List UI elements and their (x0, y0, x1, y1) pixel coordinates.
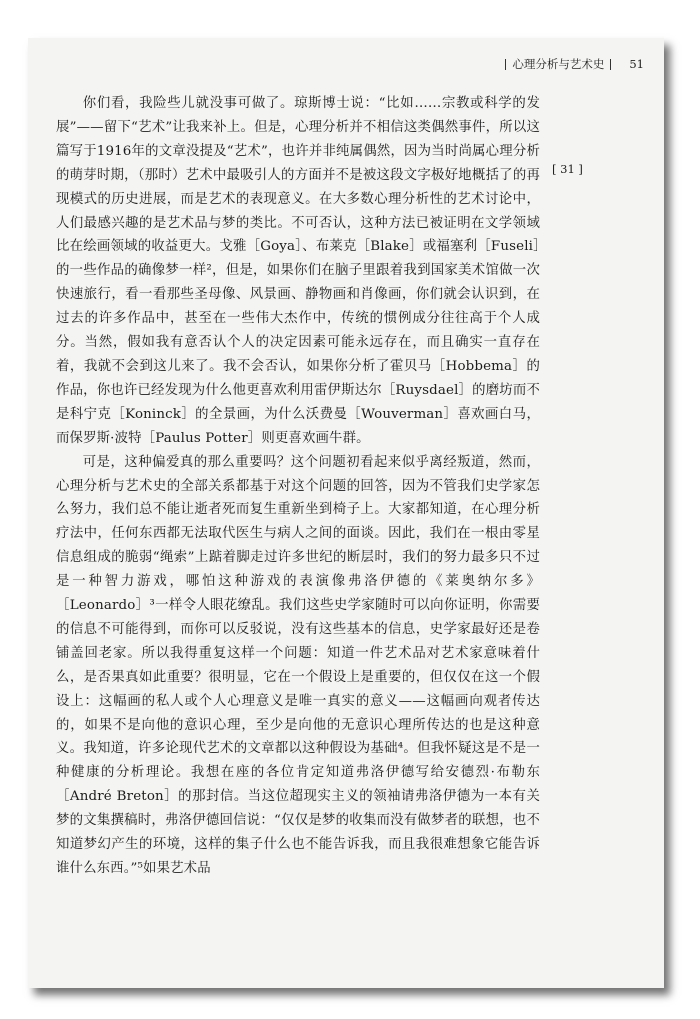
header-divider (505, 59, 506, 70)
paragraph: 可是，这种偏爱真的那么重要吗？这个问题初看起来似乎离经叛道，然而，心理分析与艺术史的全部关系都基于对这个问题的回答，因为不管我们史学家怎么努力，我们总不能让逝者死而复生重新坐到椅子上。大家都知道，在心理分析疗法中，任何东西都无法取代医生与病人之间的面谈。因此，我们在一根由零星信息组成的脆弱“绳索”上踮着脚走过许多世纪的断层时，我们的努力最多只不过是一种智力游戏，哪怕这种游戏的表演像弗洛伊德的《莱奥纳尔多》［Leonardo］³一样令人眼花缭乱。我们这些史学家随时可以向你证明，你需要的信息不可能得到，而你可以反驳说，没有这些基本的信息，史学家最好还是卷铺盖回老家。所以我得重复这样一个问题：知道一件艺术品对艺术家意味着什么，是否果真如此重要？很明显，它在一个假设上是重要的，但仅仅在这一个假设上：这幅画的私人或个人心理意义是唯一真实的意义——这幅画向观者传达的，如果不是向他的意识心理，至少是向他的无意识心理所传达的也是这种意义。我知道，许多论现代艺术的文章都以这种假设为基础⁴。但我怀疑这是不是一种健康的分析理论。我想在座的各位肯定知道弗洛伊德写给安德烈·布勒东［André Breton］的那封信。当这位超现实主义的领袖请弗洛伊德为一本有关梦的文集撰稿时，弗洛伊德回信说：“仅仅是梦的收集而没有做梦者的联想，也不知道梦幻产生的环境，这样的集子什么也不能告诉我，而且我很难想象它能告诉谁什么东西。”⁵如果艺术品 (56, 454, 540, 876)
original-page-marker: [ 31 ] (552, 162, 583, 176)
running-title: 心理分析与艺术史 (512, 57, 605, 71)
body-text (56, 92, 540, 881)
running-header (505, 56, 644, 72)
paragraph: 你们看，我险些儿就没事可做了。琼斯博士说：“比如……宗教或科学的发展”——留下“艺术”让我来补上。但是，心理分析并不相信这类偶然事件，所以这篇写于1916年的文章没提及“艺术”，也许并非纯属偶然，因为当时尚属心理分析的萌芽时期，（那时）艺术中最吸引人的方面并不是被这段文字极好地概括了的再现模式的历史进展，而是艺术的表现意义。在大多数心理分析性的艺术讨论中，人们最感兴趣的是艺术品与梦的类比。不可否认，这种方法已被证明在文学领域比在绘画领域的收益更大。戈雅［Goya］、布莱克［Blake］或福塞利［Fuseli］的一些作品的确像梦一样²，但是，如果你们在脑子里跟着我到国家美术馆做一次快速旅行，看一看那些圣母像、风景画、静物画和肖像画，你们就会认识到，在过去的许多作品中，甚至在一些伟大杰作中，传统的惯例成分往往高于个人成分。当然，假如我有意否认个人的决定因素可能永远存在，而且确实一直存在着，我就不会到这儿来了。我不会否认，如果你分析了霍贝马［Hobbema］的作品，你也许已经发现为什么他更喜欢利用雷伊斯达尔［Ruysdael］的磨坊而不是科宁克［Koninck］的全景画，为什么沃费曼［Wouverman］喜欢画白马，而保罗斯·波特［Paulus Potter］则更喜欢画牛群。 (56, 96, 540, 446)
page-number: 51 (629, 57, 644, 71)
header-divider (610, 59, 611, 70)
